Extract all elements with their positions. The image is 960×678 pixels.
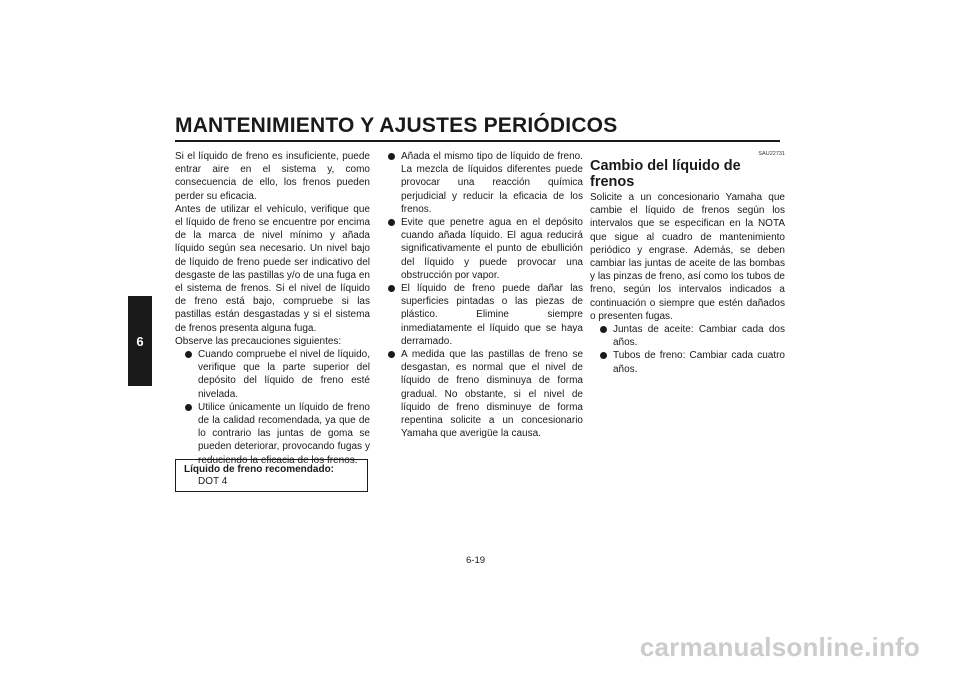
bullet-icon [388,285,395,292]
list-item-text: Tubos de freno: Cambiar cada cuatro años. [613,350,785,375]
list-item-text: Evite que penetre agua en el depósito cuando añada líquido. El agua reducirá significativamente el punto de ebullición del líquido y puede provocar una obstrucción por vapor. [401,217,583,281]
list-item-text: Utilice únicamente un líquido de freno de la calidad recomendada, ya que de lo contrario las juntas de goma se pueden deteriorar, provocando fugas y reduciendo la eficacia de los frenos. [198,401,370,466]
list-item-text: Juntas de aceite: Cambiar cada dos años. [613,324,785,349]
list-item [388,216,583,282]
list-item-text: Cuando compruebe el nivel de líquido, verifique que la parte superior del depósito del líquido de freno esté nivelada. [198,349,370,400]
spec-value: DOT 4 [198,476,228,487]
bullet-icon [185,351,192,358]
chapter-tab: 6 [128,296,152,386]
bullet-icon [388,351,395,358]
paragraph: Solicite a un concesionario Yamaha que cambie el líquido de frenos según los intervalos que se especifican en la NOTA que sigue al cuadro de mantenimiento periódico y engrase. Además, se deben cambiar las juntas de aceite de las bombas y las pinzas de freno, así como los tubos de freno, según los intervalos indicados a continuación o siempre que estén dañados o presenten fugas. [590,192,785,322]
paragraph: Antes de utilizar el vehículo, verifique que el líquido de freno se encuentre por encima de la marca de nivel mínimo y añada líquido según sea necesario. Un nivel bajo de líquido de freno puede ser indicativo del desgaste de las pastillas y/o de una fuga en el sistema de frenos. Si el nivel de líquido de freno está bajo, compruebe si las pastillas están desgastadas y si el sistema de frenos presenta alguna fuga. [175,203,370,334]
list-item [388,150,583,216]
list-item [600,323,785,349]
column-middle [388,150,583,440]
recommended-fluid-box [175,459,368,492]
spec-label: Líquido de freno recomendado: [184,464,335,475]
watermark: carmanualsonline.info [639,632,920,662]
section-heading: Cambio del líquido de frenos [590,158,741,190]
page-title: MANTENIMIENTO Y AJUSTES PERIÓDICOS [175,114,618,137]
list-item-text: El líquido de freno puede dañar las superficies pintadas o las piezas de plástico. Elimine siempre inmediatamente el líquido que se haya derramado. [401,283,583,347]
bullet-list [175,348,370,467]
paragraph: Observe las precauciones siguientes: [175,335,342,347]
list-item [600,349,785,375]
list-item [185,348,370,401]
bullet-icon [388,153,395,160]
bullet-icon [185,404,192,411]
bullet-icon [600,352,607,359]
bullet-list [590,323,785,376]
title-rule [175,140,780,142]
list-item-text: Añada el mismo tipo de líquido de freno. La mezcla de líquidos diferentes puede provocar una reacción química perjudicial y reducir la eficacia de los frenos. [401,151,583,215]
list-item [388,282,583,348]
column-right [590,150,785,376]
list-item [388,348,583,440]
section-code: SAU22731 [758,151,785,157]
bullet-icon [388,219,395,226]
bullet-icon [600,326,607,333]
list-item [185,401,370,467]
bullet-list [388,150,583,440]
column-left [175,150,370,467]
paragraph: Si el líquido de freno es insuficiente, puede entrar aire en el sistema y, como consecuencia de ello, los frenos pueden perder su eficacia. [175,151,370,202]
list-item-text: A medida que las pastillas de freno se desgastan, es normal que el nivel de líquido de freno disminuya de forma gradual. No obstante, si el nivel de líquido de freno disminuye de forma repentina solicite a un concesionario Yamaha que averigüe la causa. [401,349,583,440]
page-number: 6-19 [466,555,486,566]
